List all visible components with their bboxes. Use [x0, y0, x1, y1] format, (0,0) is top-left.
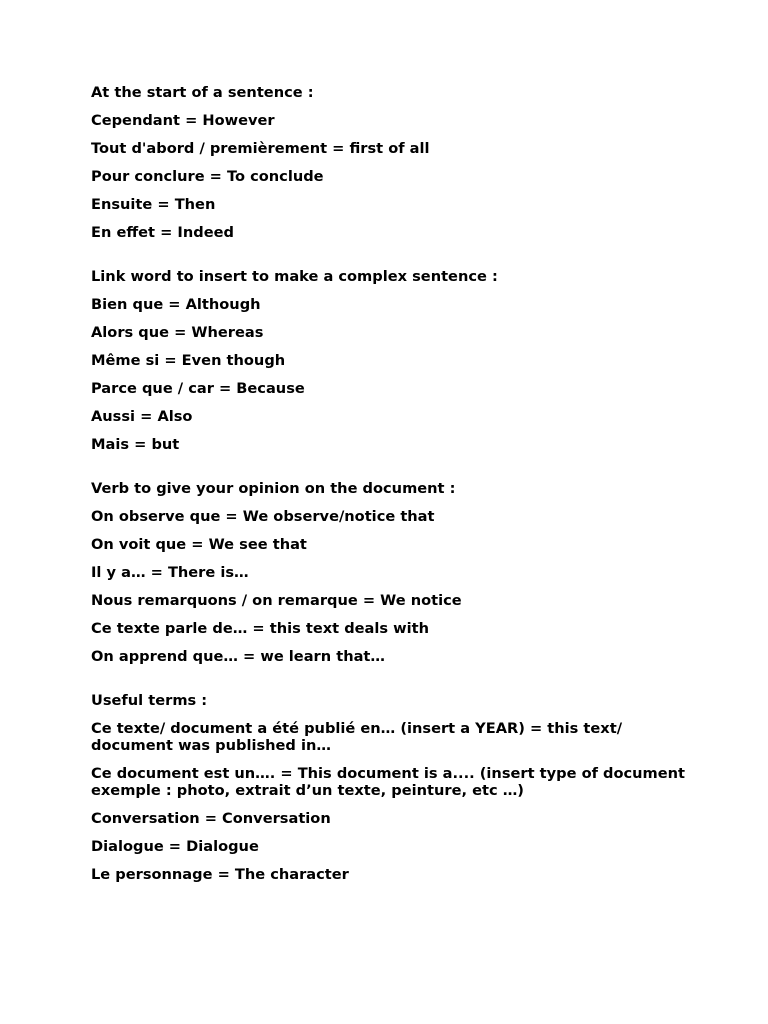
- vocab-line: Ce document est un…. = This document is a.... (insert type of document exemple : photo, extrait d’un texte, peinture, etc …): [91, 765, 691, 799]
- vocab-line: Aussi = Also: [91, 408, 193, 425]
- vocab-line: Bien que = Although: [91, 296, 261, 313]
- vocab-line: Parce que / car = Because: [91, 380, 305, 397]
- vocab-line: Conversation = Conversation: [91, 810, 331, 827]
- section-heading: At the start of a sentence :: [91, 84, 314, 101]
- vocab-line: Ce texte parle de… = this text deals with: [91, 620, 430, 637]
- vocab-line: En effet = Indeed: [91, 224, 234, 241]
- vocab-line: Pour conclure = To conclude: [91, 168, 324, 185]
- section-heading: Link word to insert to make a complex sentence :: [91, 268, 498, 285]
- section-heading: Verb to give your opinion on the document :: [91, 480, 456, 497]
- document-page: [91, 84, 691, 910]
- section-heading: Useful terms :: [91, 692, 208, 709]
- vocab-line: Alors que = Whereas: [91, 324, 264, 341]
- vocab-line: Cependant = However: [91, 112, 275, 129]
- vocab-line: Le personnage = The character: [91, 866, 349, 883]
- vocab-line: Mais = but: [91, 436, 180, 453]
- vocab-line: On apprend que… = we learn that…: [91, 648, 386, 665]
- vocab-line: Ce texte/ document a été publié en… (insert a YEAR) = this text/ document was published in…: [91, 720, 628, 754]
- vocab-line: Nous remarquons / on remarque = We notice: [91, 592, 462, 609]
- section-opinion-verbs: [91, 480, 691, 665]
- section-link-words: [91, 268, 691, 453]
- vocab-line: Même si = Even though: [91, 352, 286, 369]
- vocab-line: On observe que = We observe/notice that: [91, 508, 435, 525]
- vocab-line: Ensuite = Then: [91, 196, 216, 213]
- section-sentence-starters: [91, 84, 691, 241]
- section-useful-terms: [91, 692, 691, 883]
- vocab-line: Dialogue = Dialogue: [91, 838, 259, 855]
- vocab-line: Tout d'abord / premièrement = first of all: [91, 140, 430, 157]
- vocab-line: On voit que = We see that: [91, 536, 307, 553]
- vocab-line: Il y a… = There is…: [91, 564, 249, 581]
